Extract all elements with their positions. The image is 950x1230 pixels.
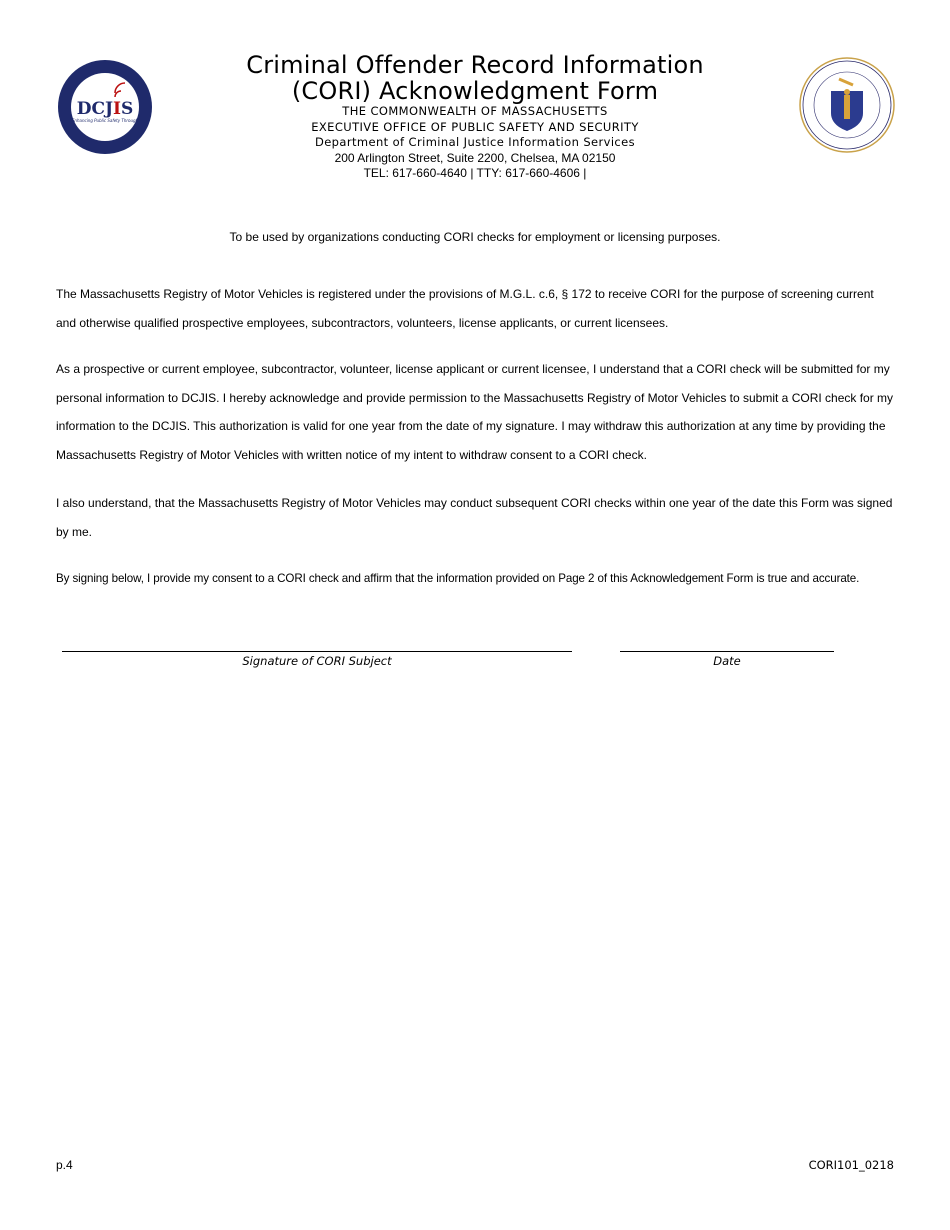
executive-office-line: EXECUTIVE OFFICE OF PUBLIC SAFETY AND SECURITY xyxy=(311,119,639,134)
header xyxy=(200,52,750,182)
address-line: 200 Arlington Street, Suite 2200, Chelsea, MA 02150 xyxy=(334,150,616,165)
dcjis-logo xyxy=(57,59,153,155)
form-title-line1: Criminal Offender Record Information xyxy=(246,51,704,79)
department-line: Department of Criminal Justice Information Services xyxy=(314,135,636,149)
form-id: CORI101_0218 xyxy=(808,1158,894,1172)
massachusetts-seal xyxy=(799,57,895,153)
page-number: p.4 xyxy=(56,1158,73,1172)
form-title-line2: (CORI) Acknowledgment Form xyxy=(291,77,659,105)
date-label: Date xyxy=(713,654,741,668)
commonwealth-line: THE COMMONWEALTH OF MASSACHUSETTS xyxy=(342,104,608,118)
svg-text:Enhancing Public Safety Throug: Enhancing Public Safety Through xyxy=(71,118,139,123)
paragraph-consent: By signing below, I provide my consent to a CORI check and affirm that the information provided on Page 2 of this Acknowledgement Form is true and accurate. xyxy=(56,572,860,585)
signature-label: Signature of CORI Subject xyxy=(242,654,392,668)
date-line[interactable] xyxy=(620,651,834,652)
paragraph-authorization: As a prospective or current employee, subcontractor, volunteer, license applicant or current licensee, I understand that a CORI check will be submitted for my personal information to DCJIS. I hereby acknowledge and provide permission to the Massachusetts Registry of Motor Vehicles to submit a CORI check for my information to the DCJIS. This authorization is valid for one year from the date of my signature. I may withdraw this authorization at any time by providing the Massachusetts Registry of Motor Vehicles with written notice of my intent to withdraw consent to a CORI check. xyxy=(56,362,894,462)
phone-line: TEL: 617-660-4640 | TTY: 617-660-4606 | xyxy=(363,166,587,180)
signature-line[interactable] xyxy=(62,651,572,652)
svg-text:DCJIS: DCJIS xyxy=(76,99,134,119)
paragraph-subsequent-checks: I also understand, that the Massachusetts Registry of Motor Vehicles may conduct subsequent CORI checks within one year of the date this Form was signed by me. xyxy=(56,496,893,539)
paragraph-registration: The Massachusetts Registry of Motor Vehicles is registered under the provisions of M.G.L. c.6, § 172 to receive CORI for the purpose of screening current and otherwise qualified prospective employees, subcontractors, volunteers, license applicants, or current licensees. xyxy=(56,287,874,330)
intro-text: To be used by organizations conducting CORI checks for employment or licensing purposes. xyxy=(229,230,721,244)
